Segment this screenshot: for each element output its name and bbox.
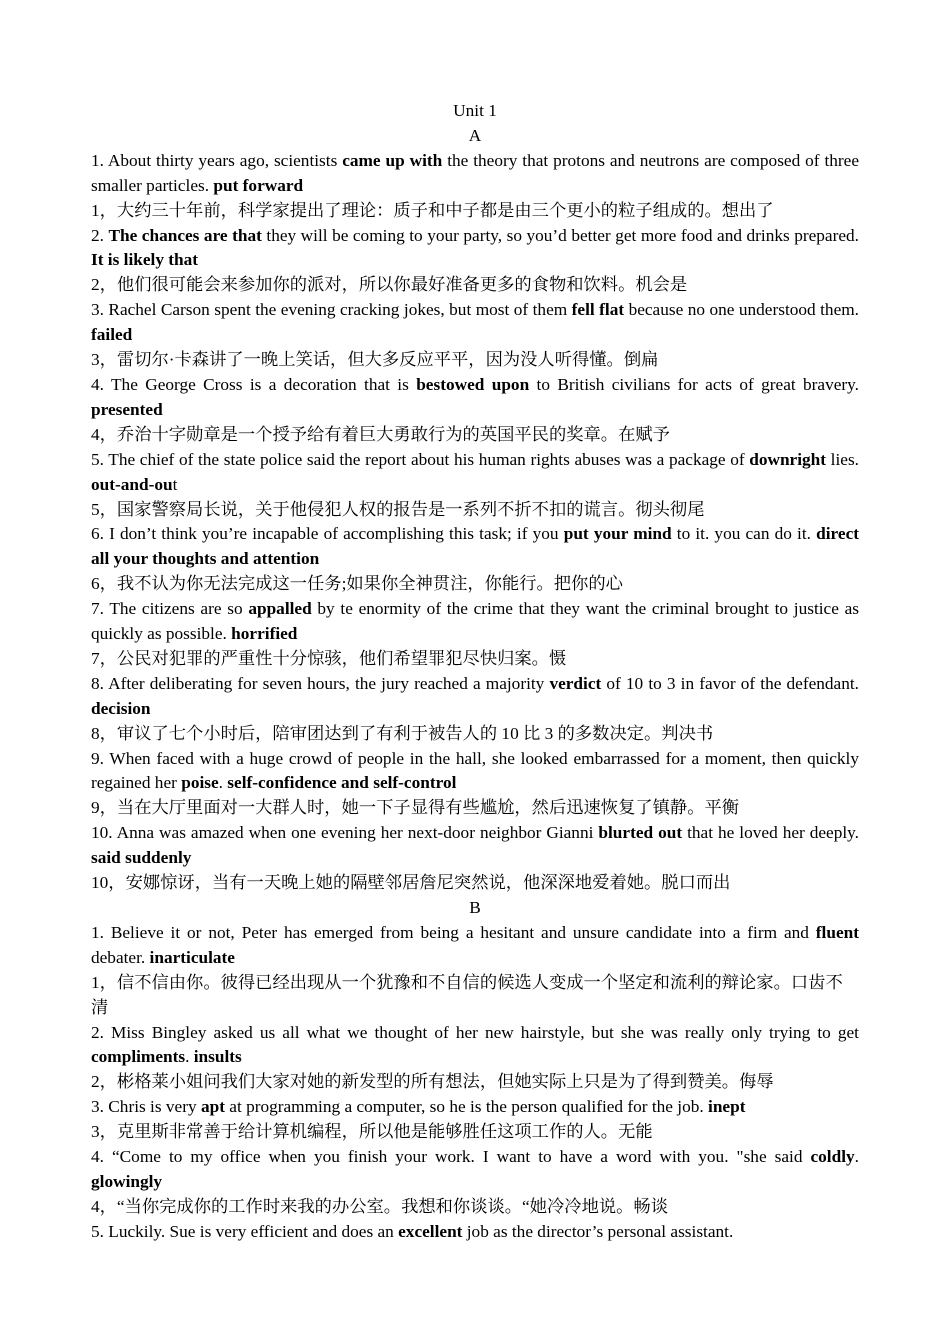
sentence-text: debater.: [91, 947, 150, 967]
keyword: put forward: [213, 175, 304, 195]
sentence-text: 7. The citizens are so: [91, 599, 249, 619]
english-sentence: [91, 821, 859, 871]
unit-title: Unit 1: [453, 101, 497, 120]
sentence-text: 4. “Come to my office when you finish your work. I want to have a word with you. "she said: [91, 1147, 811, 1167]
sentence-text: to it. you can do it.: [671, 524, 817, 544]
chinese-translation: 6，我不认为你无法完成这一任务;如果你全神贯注，你能行。把你的心: [91, 574, 623, 594]
english-sentence: [91, 448, 859, 498]
keyword: decision: [91, 698, 151, 718]
sentence-text: 5. Luckily. Sue is very efficient and does an: [91, 1221, 399, 1241]
sentence-text: 4. The George Cross is a decoration that is: [91, 374, 417, 394]
english-sentence: [91, 1095, 859, 1120]
sentence-text: 3. Rachel Carson spent the evening cracking jokes, but most of them: [91, 300, 572, 320]
sentence-text: 6. I don’t think you’re incapable of accomplishing this task; if you: [91, 524, 564, 544]
sentence-text: 5. The chief of the state police said the report about his human rights abuses was a package of: [91, 449, 750, 469]
sentence-text: 2. Miss Bingley asked us all what we thought of her new hairstyle, but she was really only trying to get: [91, 1022, 859, 1042]
english-sentence: [91, 1145, 859, 1195]
chinese-translation: 3，雷切尔·卡森讲了一晚上笑话，但大多反应平平，因为没人听得懂。倒扁: [91, 350, 659, 370]
english-sentence: [91, 921, 859, 971]
keyword: excellent: [398, 1221, 463, 1241]
sentence-text: 1. About thirty years ago, scientists: [91, 150, 343, 170]
sentence-text: job as the director’s personal assistant.: [462, 1221, 734, 1241]
chinese-translation: 7，公民对犯罪的严重性十分惊骇，他们希望罪犯尽快归案。慑: [91, 648, 567, 668]
sentence-text: t: [172, 474, 178, 494]
sentence-text: because no one understood them.: [624, 300, 859, 320]
english-sentence: [91, 373, 859, 423]
english-sentence: [91, 597, 859, 647]
sentence-text: 2.: [91, 225, 109, 245]
english-sentence: [91, 224, 859, 274]
english-sentence: [91, 298, 859, 348]
keyword: direct all your thoughts and attention: [91, 524, 859, 569]
english-sentence: [91, 747, 859, 797]
keyword: coldly: [810, 1147, 855, 1167]
keyword: The chances are that: [108, 225, 262, 245]
sentence-text: by te enormity of the crime that they want the criminal brought to justice as quickly as possible.: [91, 599, 859, 644]
section-heading: B: [469, 898, 481, 917]
section-heading: A: [468, 125, 482, 145]
chinese-translation: 4，“当你完成你的工作时来我的办公室。我想和你谈谈。“她冷冷地说。畅谈: [91, 1196, 668, 1216]
english-sentence: [91, 672, 859, 722]
english-sentence: [91, 1220, 859, 1245]
sentence-text: of 10 to 3 in favor of the defendant.: [601, 673, 859, 693]
keyword: blurted out: [598, 823, 683, 843]
keyword: self-confidence and self-control: [227, 773, 457, 793]
sentence-text: the theory that protons and neutrons are composed of three smaller particles.: [91, 150, 859, 195]
keyword: fluent: [815, 922, 859, 942]
chinese-translation: 9，当在大厅里面对一大群人时，她一下子显得有些尴尬，然后迅速恢复了镇静。平衡: [91, 798, 740, 818]
sentence-text: at programming a computer, so he is the person qualified for the job.: [224, 1097, 709, 1117]
keyword: presented: [91, 399, 163, 419]
chinese-translation: 2，他们很可能会来参加你的派对，所以你最好准备更多的食物和饮料。机会是: [91, 275, 688, 295]
keyword: appalled: [248, 599, 312, 619]
keyword: apt: [200, 1097, 225, 1117]
sentence-text: to British civilians for acts of great bravery.: [529, 374, 859, 394]
sentence-text: .: [854, 1147, 859, 1167]
chinese-translation: 8，审议了七个小时后，陪审团达到了有利于被告人的 10 比 3 的多数决定。判决书: [91, 723, 714, 743]
sentence-text: 8. After deliberating for seven hours, the jury reached a majority: [91, 673, 550, 693]
sentence-text: 1. Believe it or not, Peter has emerged from being a hesitant and unsure candidate into a firm and: [91, 922, 816, 942]
english-sentence: [91, 149, 859, 199]
sentence-text: 9. When faced with a huge crowd of people in the hall, she looked embarrassed for a moment, then quickly regained her: [91, 748, 859, 793]
keyword: put your mind: [563, 524, 672, 544]
keyword: downright: [749, 449, 827, 469]
keyword: came up with: [342, 150, 443, 170]
keyword: verdict: [549, 673, 602, 693]
keyword: glowingly: [91, 1171, 163, 1191]
keyword: failed: [91, 325, 133, 345]
chinese-translation: 2，彬格莱小姐问我们大家对她的新发型的所有想法，但她实际上只是为了得到赞美。侮辱: [91, 1072, 774, 1092]
keyword: fell flat: [571, 300, 625, 320]
english-sentence: [91, 522, 859, 572]
keyword: out-and-ou: [91, 474, 173, 494]
chinese-translation: 1，信不信由你。彼得已经出现从一个犹豫和不自信的候选人变成一个坚定和流利的辩论家。口齿不清: [91, 972, 843, 1017]
keyword: inarticulate: [149, 947, 235, 967]
keyword: It is likely that: [91, 250, 199, 270]
keyword: compliments: [91, 1047, 186, 1067]
sentence-text: that he loved her deeply.: [682, 823, 860, 843]
sentence-text: 3. Chris is very: [91, 1097, 201, 1117]
keyword: insults: [193, 1047, 242, 1067]
sentence-text: lies.: [826, 449, 859, 469]
keyword: bestowed upon: [416, 374, 530, 394]
sentence-text: .: [218, 773, 228, 793]
document-page: [91, 99, 859, 1245]
chinese-translation: 3，克里斯非常善于给计算机编程，所以他是能够胜任这项工作的人。无能: [91, 1122, 653, 1142]
chinese-translation: 4，乔治十字勋章是一个授予给有着巨大勇敢行为的英国平民的奖章。在赋予: [91, 424, 670, 444]
keyword: inept: [708, 1097, 746, 1117]
keyword: poise: [181, 773, 219, 793]
chinese-translation: 5，国家警察局长说，关于他侵犯人权的报告是一系列不折不扣的谎言。彻头彻尾: [91, 499, 705, 519]
chinese-translation: 1，大约三十年前，科学家提出了理论：质子和中子都是由三个更小的粒子组成的。想出了: [91, 200, 774, 220]
document-body: [91, 124, 859, 1245]
keyword: said suddenly: [91, 848, 192, 868]
sentence-text: 10. Anna was amazed when one evening her next-door neighbor Gianni: [91, 823, 599, 843]
english-sentence: [91, 1021, 859, 1071]
chinese-translation: 10，安娜惊讶，当有一天晚上她的隔壁邻居詹尼突然说，他深深地爱着她。脱口而出: [91, 873, 731, 893]
sentence-text: .: [185, 1047, 194, 1067]
keyword: horrified: [231, 624, 298, 644]
sentence-text: they will be coming to your party, so you’d better get more food and drinks prepared.: [261, 225, 859, 245]
